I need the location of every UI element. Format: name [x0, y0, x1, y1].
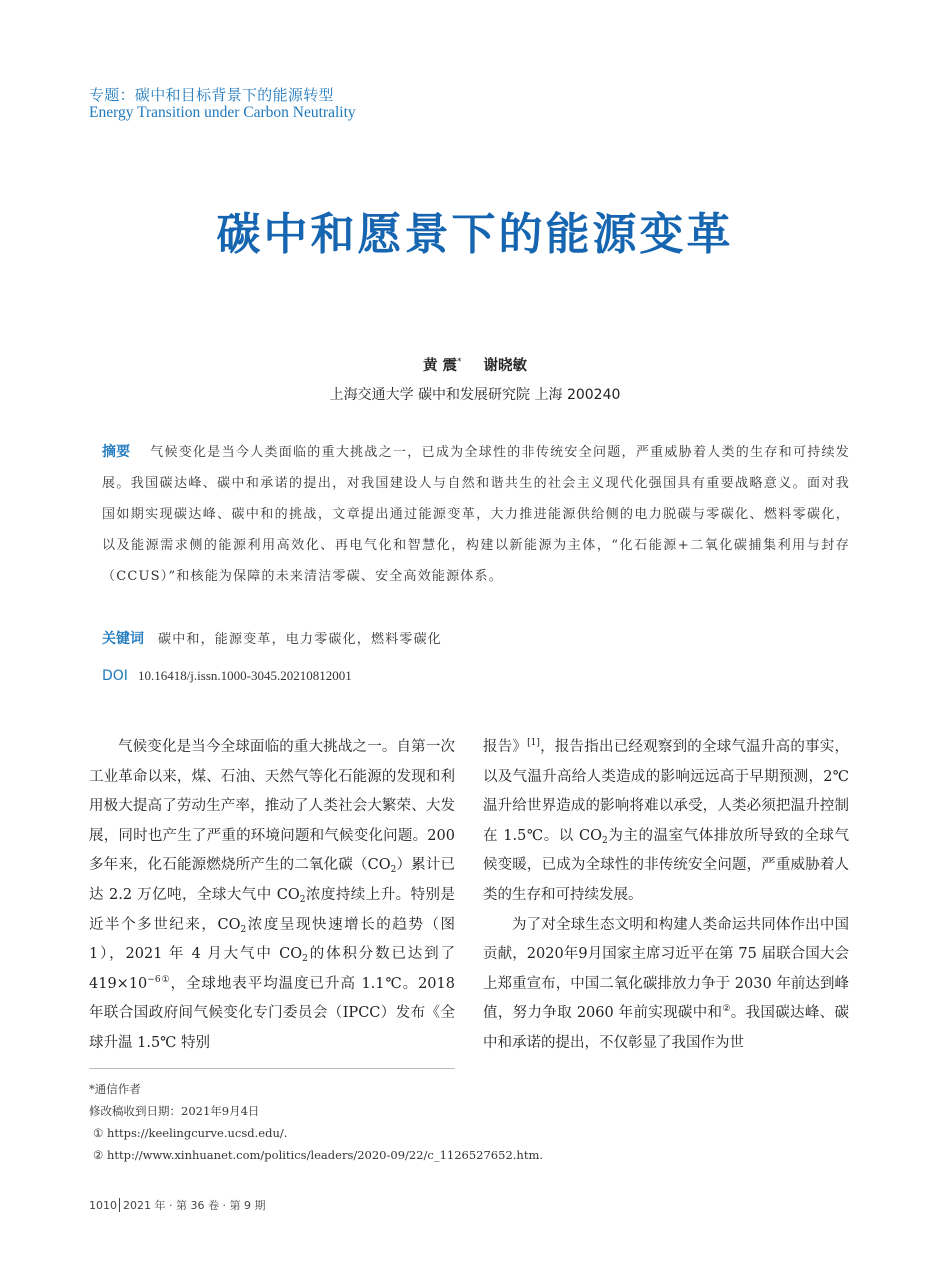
- section-topic-en: Energy Transition under Carbon Neutrality: [89, 104, 356, 121]
- body-paragraph: 报告》[1]，报告指出已经观察到的全球气温升高的事实，以及气温升高给人类造成的影响远远高于早期预测，2℃ 温升给世界造成的影响将难以承受，人类必须把温升控制在 1.5℃。以 $CO_2$为主的温室气体排放所导致的全球气候变暖，已成为全球性的非传统安全问题，严重威胁着人类的生存和可持续发展。: [483, 738, 850, 903]
- doi-value: 10.16418/j.issn.1000-3045.20210812001: [137, 668, 352, 683]
- affiliation: 上海交通大学 碳中和发展研究院 上海 200240: [329, 387, 621, 403]
- article-title: 碳中和愿景下的能源变革: [216, 209, 734, 260]
- body-paragraph: 气候变化是当今全球面临的重大挑战之一。自第一次工业革命以来，煤、石油、天然气等化石能源的发现和利用极大提高了劳动生产率，推动了人类社会大繁荣、大发展，同时也产生了严重的环境问题和气候变化问题。200 多年来，化石能源燃烧所产生的二氧化碳$(CO_2)$累计已达 2.2 万亿吨，全球大气中 $CO_2$浓度持续上升。特别是近半个多世纪来，$CO_2$浓度呈现快速增长的趋势（图 1），2021 年 4 月大气中 $CO_2$的体积分数已达到了 $419\times 10^{-6①}$，全球地表平均温度已升高 1.1℃。2018 年联合国政府间气候变化专门委员会（IPCC）发布《全球升温 1.5℃ 特别: [89, 739, 456, 1051]
- abstract: [102, 437, 850, 592]
- keywords-text: 碳中和，能源变革，电力零碳化，燃料零碳化: [158, 632, 443, 647]
- keywords: [102, 628, 442, 648]
- footnote-ref: −6①: [147, 974, 171, 985]
- footer-divider: [119, 1198, 120, 1212]
- body-column-right: [483, 733, 849, 1059]
- section-topic-cn: 专题：碳中和目标背景下的能源转型: [89, 86, 334, 104]
- corresponding-author-note: *通信作者: [89, 1082, 141, 1096]
- footnotes: [89, 1078, 543, 1166]
- footnote-divider: [89, 1068, 455, 1069]
- page-footer: [89, 1197, 265, 1213]
- page-number: 1010: [89, 1199, 117, 1212]
- footnote-ref: ②: [722, 1004, 731, 1015]
- citation-ref: [1]: [527, 738, 540, 748]
- footnote-2: ② http://www.xinhuanet.com/politics/leaders/2020-09/22/c_1126527652.htm.: [93, 1148, 543, 1162]
- author-name: 谢晓敏: [483, 358, 528, 374]
- corresponding-mark: *: [457, 357, 462, 368]
- doi: [102, 668, 352, 684]
- keywords-label: 关键词: [102, 631, 144, 647]
- doi-label: DOI: [102, 668, 128, 684]
- received-date-note: 修改稿收到日期：2021年9月4日: [89, 1104, 260, 1118]
- abstract-text: 气候变化是当今人类面临的重大挑战之一，已成为全球性的非传统安全问题，严重威胁着人类的生存和可持续发展。我国碳达峰、碳中和承诺的提出，对我国建设人与自然和谐共生的社会主义现代化强国具有重要战略意义。面对我国如期实现碳达峰、碳中和的挑战，文章提出通过能源变革，大力推进能源供给侧的电力脱碳与零碳化、燃料零碳化，以及能源需求侧的能源利用高效化、再电气化和智慧化，构建以新能源为主体，“化石能源+二氧化碳捕集利用与封存（CCUS）”和核能为保障的未来清洁零碳、安全高效能源体系。: [102, 445, 850, 584]
- body-column-left: [89, 733, 455, 1059]
- author-line: [0, 354, 950, 375]
- abstract-label: 摘要: [102, 444, 131, 460]
- issue-info: 2021 年 · 第 36 卷 · 第 9 期: [123, 1199, 266, 1212]
- footnote-1: ① https://keelingcurve.ucsd.edu/.: [93, 1126, 288, 1140]
- author-name: 黄 震: [422, 358, 458, 374]
- body-paragraph: 为了对全球生态文明和构建人类命运共同体作出中国贡献，2020年9月国家主席习近平在第 75 届联合国大会上郑重宣布，中国二氧化碳排放力争于 2030 年前达到峰值，努力争取 2060 年前实现碳中和②。我国碳达峰、碳中和承诺的提出，不仅彰显了我国作为世: [483, 916, 850, 1051]
